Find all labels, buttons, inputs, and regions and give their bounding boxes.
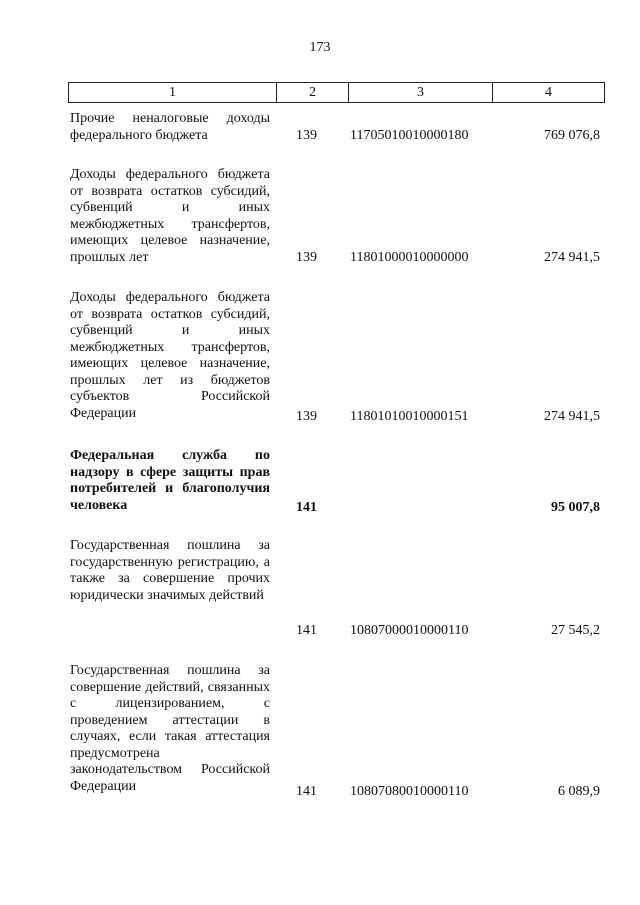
row-kbk-code: 11801010010000151 (350, 408, 469, 424)
row-admin-code: 139 (296, 408, 317, 424)
row-name: Доходы федерального бюджета от возврата остатков субсидий, субвенций и иных межбюджетных трансфертов, имеющих целевое назначение, прошлых лет (70, 167, 270, 265)
row-admin-code: 141 (296, 622, 317, 638)
row-kbk-code: 10807080010000110 (350, 783, 469, 799)
table-row (0, 167, 640, 266)
row-admin-code: 139 (296, 127, 317, 143)
row-name: Доходы федерального бюджета от возврата остатков субсидий, субвенций и иных межбюджетных трансфертов, имеющих целевое назначение, прошлых лет из бюджетов субъектов Российской Федерации (70, 290, 270, 421)
row-amount: 95 007,8 (551, 499, 600, 515)
header-col-3: 3 (349, 83, 493, 102)
table-row (0, 538, 640, 639)
page-number: 173 (309, 40, 331, 55)
header-col-1: 1 (69, 83, 277, 102)
table-header (68, 82, 605, 103)
header-col-2: 2 (277, 83, 349, 102)
row-amount: 6 089,9 (558, 783, 600, 799)
row-admin-code: 139 (296, 249, 317, 265)
row-admin-code: 141 (296, 783, 317, 799)
row-name: Государственная пошлина за государственную регистрацию, а также за совершение прочих юридически значимых действий (70, 538, 270, 603)
table-row (0, 290, 640, 425)
row-name: Государственная пошлина за совершение действий, связанных с лицензированием, с проведением аттестации в случаях, если такая аттестация предусмотрена законодательством Российской Федерации (70, 663, 270, 794)
row-kbk-code: 11705010010000180 (350, 127, 469, 143)
row-name: Прочие неналоговые доходы федерального бюджета (70, 111, 270, 143)
row-amount: 274 941,5 (544, 249, 600, 265)
row-name: Федеральная служба по надзору в сфере защиты прав потребителей и благополучия человека (70, 448, 270, 513)
row-kbk-code: 11801000010000000 (350, 249, 469, 265)
row-amount: 769 076,8 (544, 127, 600, 143)
table-row (0, 111, 640, 144)
table-row (0, 663, 640, 800)
header-col-4: 4 (545, 84, 552, 100)
row-admin-code: 141 (296, 499, 317, 515)
row-amount: 274 941,5 (544, 408, 600, 424)
row-amount: 27 545,2 (551, 622, 600, 638)
row-kbk-code: 10807000010000110 (350, 622, 469, 638)
table-row (0, 448, 640, 516)
